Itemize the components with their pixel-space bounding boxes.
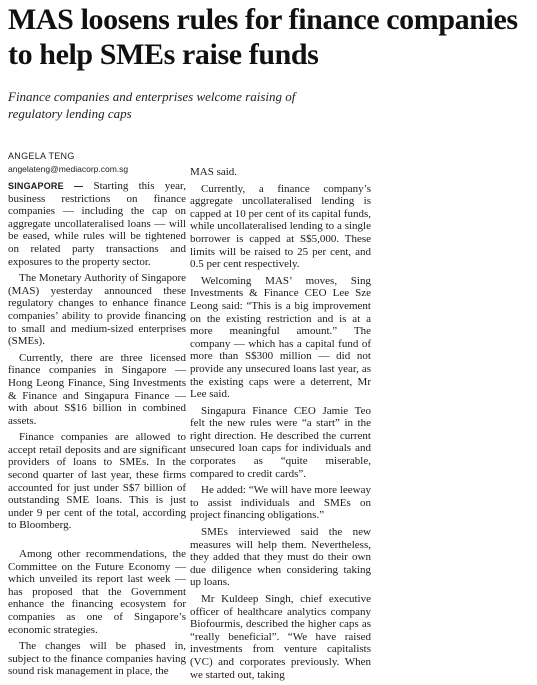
article-paragraph: Singapura Finance CEO Jamie Teo felt the new rules were “a start” in the right direction. He described the current unsecured loan caps for individuals and corporates as “quite miserable, compared to credit cards”. <box>190 404 371 480</box>
dateline: SINGAPORE — <box>8 181 84 191</box>
article-paragraph: Welcoming MAS’ moves, Sing Investments & Finance CEO Lee Sze Leong said: “This is a big improvement on the existing restriction and is at a more meaningful amount.” The company — which has a capital fund of more than S$300 million — did not provide any unsecured loans last year, as the existing caps were a deterrent, Mr Lee said. <box>190 274 371 401</box>
article-paragraph: Mr Kuldeep Singh, chief executive officer of healthcare analytics company Biofourmis, described the higher caps as “really beneficial”. “We have raised investments from venture capitalists (VC) and corporates previously. When we started out, taking <box>190 593 371 681</box>
article-column-right <box>190 166 371 685</box>
paragraph-gap <box>8 536 186 548</box>
article-paragraph: He added: “We will have more leeway to assist individuals and SMEs on project financing obligations.” <box>190 484 371 522</box>
headline: MAS loosens rules for finance companies to help SMEs raise funds <box>8 3 518 71</box>
standfirst: Finance companies and enterprises welcome raising of regulatory lending caps <box>8 89 296 121</box>
article-column-left <box>8 180 186 682</box>
article-paragraph: SMEs interviewed said the new measures will help them. Nevertheless, they added that they must do their own due diligence when considering taking up loans. <box>190 526 371 589</box>
article-paragraph: The Monetary Authority of Singapore (MAS) yesterday announced these regulatory changes to enhance finance companies’ ability to provide financing to small and medium-sized enterprises (SMEs). <box>8 272 186 348</box>
article-paragraph: Currently, there are three licensed finance companies in Singapore — Hong Leong Finance, Sing Investments & Finance and Singapura Finance — with about S$16 billion in combined assets. <box>8 351 186 427</box>
article-paragraph <box>8 180 186 268</box>
article-paragraph: Among other recommendations, the Committee on the Future Economy — which unveiled its report last week — has proposed that the Government enhance the financing ecosystem for companies as one of Singapore’s economic strategies. <box>8 548 186 636</box>
article-paragraph: The changes will be phased in, subject to the finance companies having sound risk management in place, the <box>8 640 186 678</box>
article-paragraph: Finance companies are allowed to accept retail deposits and are significant providers of loans to SMEs. In the second quarter of last year, these firms accounted for just under S$7 billion of outstanding SME loans. This is just under 9 per cent of the total, according to Bloomberg. <box>8 431 186 532</box>
author-email: angelateng@mediacorp.com.sg <box>8 164 129 174</box>
byline: ANGELA TENG <box>8 151 75 161</box>
article-paragraph: Currently, a finance company’s aggregate uncollateralised lending is capped at 10 per cent of its capital funds, while uncollateralised lending to a single borrower is capped at S$5,000. These limits will be raised to 25 per cent, and 0.5 per cent respectively. <box>190 182 371 271</box>
paragraph-text: Starting this year, business restrictions on finance companies — including the cap on aggregate uncollateralised loans — will be eased, while rules will be tightened on related party transactions and exposures to the property sector. <box>8 180 186 268</box>
article-paragraph: MAS said. <box>190 166 238 178</box>
